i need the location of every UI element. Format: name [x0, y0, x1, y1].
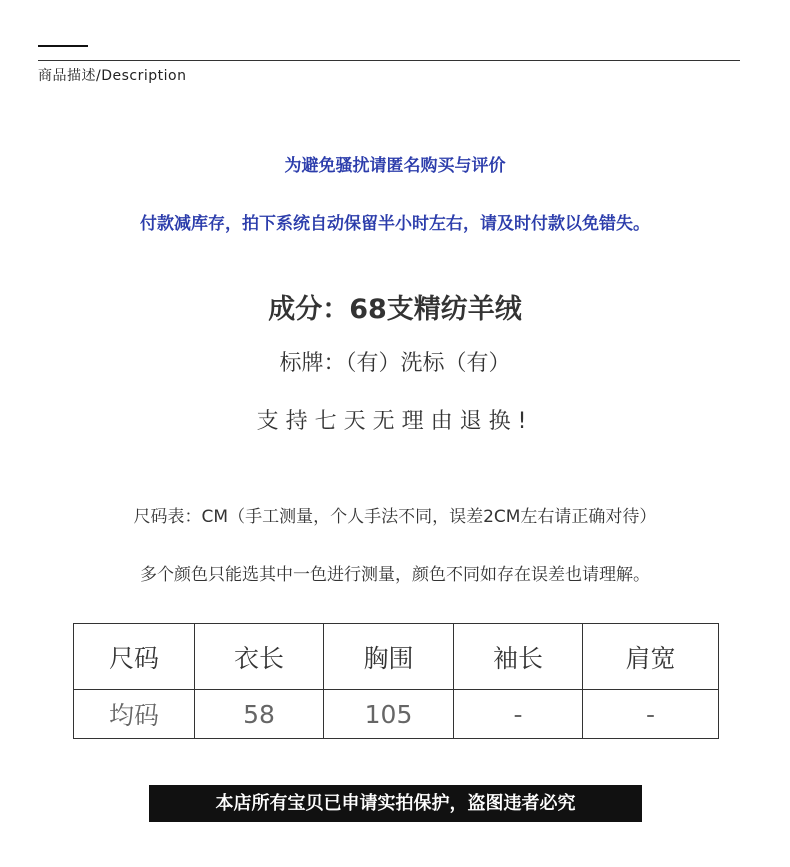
size-table-cell: - — [583, 690, 719, 739]
size-table-header-row — [74, 624, 719, 690]
size-table-cell: 均码 — [74, 690, 195, 739]
size-table-header-cell: 袖长 — [454, 624, 583, 690]
size-table-header-cell: 胸围 — [324, 624, 454, 690]
header-accent-bar — [38, 45, 88, 47]
section-title: 商品描述/Description — [38, 68, 187, 84]
composition-text: 成分：68支精纺羊绒 — [268, 294, 522, 325]
size-table — [73, 623, 719, 739]
color-measure-note: 多个颜色只能选其中一色进行测量，颜色不同如存在误差也请理解。 — [140, 565, 650, 585]
label-info-text: 标牌：（有）洗标（有） — [279, 351, 511, 376]
copyright-banner: 本店所有宝贝已申请实拍保护，盗图违者必究 — [149, 785, 642, 822]
size-table-cell: 105 — [324, 690, 454, 739]
size-chart-note: 尺码表：CM（手工测量，个人手法不同，误差2CM左右请正确对待） — [133, 507, 657, 527]
payment-notice: 付款减库存，拍下系统自动保留半小时左右，请及时付款以免错失。 — [140, 214, 650, 234]
table-row — [74, 690, 719, 739]
size-table-cell: - — [454, 690, 583, 739]
size-table-cell: 58 — [195, 690, 324, 739]
size-table-header-cell: 衣长 — [195, 624, 324, 690]
size-table-header-cell: 肩宽 — [583, 624, 719, 690]
size-table-header-cell: 尺码 — [74, 624, 195, 690]
return-policy-text: 支持七天无理由退换! — [256, 409, 534, 434]
anonymous-notice: 为避免骚扰请匿名购买与评价 — [284, 156, 506, 176]
header-divider — [38, 60, 740, 61]
